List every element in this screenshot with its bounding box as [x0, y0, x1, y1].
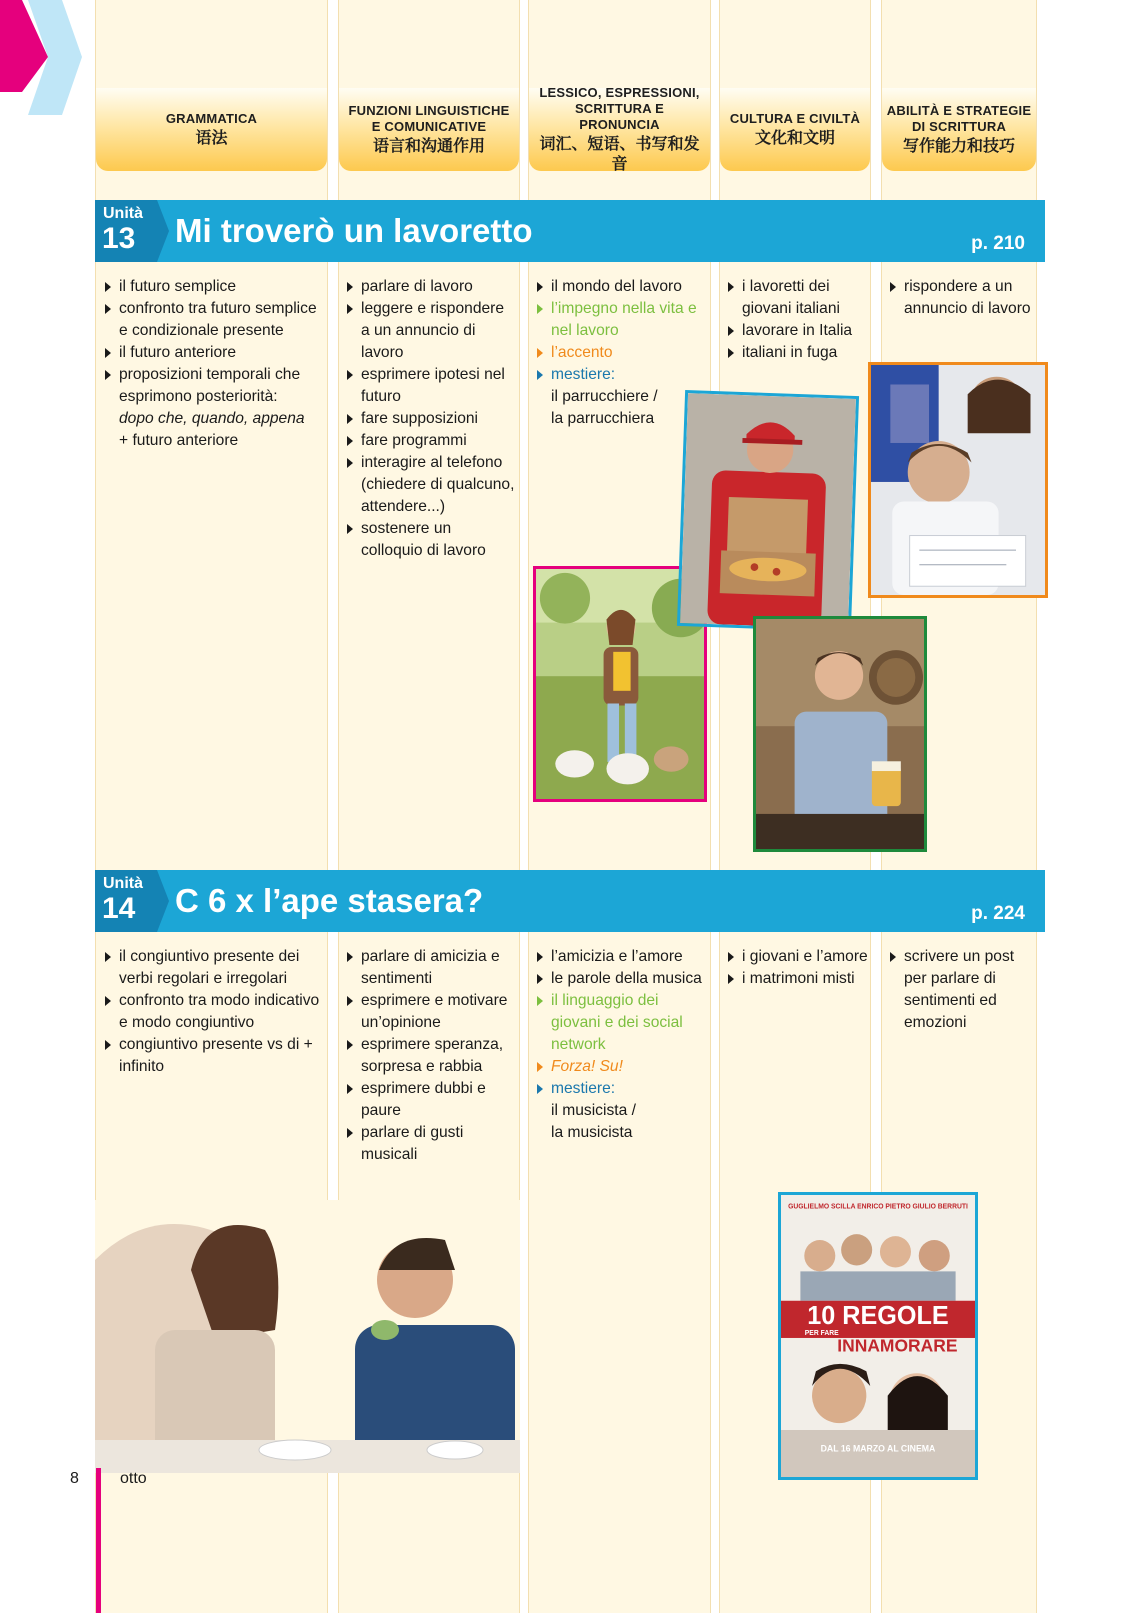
list-item: il futuro semplice: [105, 276, 325, 298]
list-item: confronto tra modo indicativo e modo congiuntivo: [105, 990, 325, 1034]
poster-title-2: INNAMORARE: [837, 1335, 958, 1356]
corner-arrow-decoration: [0, 0, 90, 115]
footer-accent-bar: [96, 1468, 101, 1613]
poster-subtitle: PER FARE: [804, 1329, 839, 1338]
list-item: parlare di amicizia e sentimenti: [347, 946, 523, 990]
photo-couple-eating: [95, 1200, 520, 1473]
column-header-title: GRAMMATICA: [165, 111, 258, 126]
list-item: l’amicizia e l’amore: [537, 946, 709, 968]
unit-14-cultura-list: [728, 946, 868, 990]
list-item: i matrimoni misti: [728, 968, 868, 990]
list-item: leggere e rispondere a un annuncio di lavoro: [347, 298, 517, 364]
column-header-title: CULTURA E CIVILTÀ: [729, 111, 861, 126]
list-item: la parrucchiera: [551, 410, 655, 427]
column-header-chinese: 写作能力和技巧: [902, 136, 1015, 155]
photo-bartender: [753, 616, 927, 852]
page-number: 8: [70, 1470, 79, 1487]
list-item: scrivere un post per parlare di sentimenti ed emozioni: [890, 946, 1035, 1034]
list-item: mestiere:: [537, 364, 709, 386]
unit-number: 13: [102, 222, 136, 255]
photo-students-writing: [868, 362, 1048, 598]
column-header-title: ABILITÀ E STRATEGIE DI SCRITTURA: [886, 103, 1032, 134]
unit-14-funzioni-list: [347, 946, 523, 1166]
movie-poster: [778, 1192, 978, 1480]
column-header-funzioni: [339, 88, 519, 171]
list-item: confronto tra futuro semplice e condizionale presente: [105, 298, 325, 342]
list-item: + futuro anteriore: [119, 432, 239, 449]
unit-number-tab: [95, 870, 173, 932]
unit-14-abilita-list: [890, 946, 1035, 1034]
unit-13-cultura-list: [728, 276, 868, 364]
column-header-title: LESSICO, ESPRESSIONI, SCRITTURA E PRONUNCIA: [539, 85, 700, 132]
poster-cast: GUGLIELMO SCILLA ENRICO PIETRO GIULIO BERRUTI: [788, 1203, 968, 1211]
list-item: esprimere dubbi e paure: [347, 1078, 523, 1122]
list-item: proposizioni temporali che esprimono posteriorità:: [105, 364, 325, 408]
column-header-cultura: [720, 88, 870, 171]
list-item: dopo che, quando, appena: [119, 410, 305, 427]
column-header-grammatica: [96, 88, 327, 171]
list-item: l’impegno nella vita e nel lavoro: [537, 298, 709, 342]
list-item: rispondere a un annuncio di lavoro: [890, 276, 1035, 320]
unit-number-tab: [95, 200, 173, 262]
list-item: le parole della musica: [537, 968, 709, 990]
list-item: il musicista /: [551, 1102, 636, 1119]
list-item: fare programmi: [347, 430, 517, 452]
column-header-title: FUNZIONI LINGUISTICHE E COMUNICATIVE: [348, 103, 510, 134]
list-item: esprimere e motivare un’opinione: [347, 990, 523, 1034]
list-item: parlare di gusti musicali: [347, 1122, 523, 1166]
list-item: sostenere un colloquio di lavoro: [347, 518, 517, 562]
list-item: il congiuntivo presente dei verbi regolari e irregolari: [105, 946, 325, 990]
list-item: parlare di lavoro: [347, 276, 517, 298]
list-item: il linguaggio dei giovani e dei social network: [537, 990, 709, 1056]
list-item: Forza! Su!: [537, 1056, 709, 1078]
list-item: interagire al telefono (chiedere di qualcuno, attendere...): [347, 452, 517, 518]
unit-14-header[interactable]: [95, 870, 1045, 932]
unit-label: Unità: [103, 205, 143, 222]
unit-14-lessico-list: [537, 946, 709, 1144]
unit-13-header[interactable]: [95, 200, 1045, 262]
list-item: la musicista: [551, 1124, 633, 1141]
unit-13-grammatica-list: [105, 276, 325, 452]
column-header-chinese: 语言和沟通作用: [372, 136, 485, 155]
unit-title: C 6 x l’ape stasera?: [175, 882, 484, 919]
list-item: il futuro anteriore: [105, 342, 325, 364]
poster-release: DAL 16 MARZO AL CINEMA: [820, 1443, 936, 1454]
column-header-chinese: 语法: [195, 128, 228, 147]
unit-13-lessico-list: [537, 276, 709, 430]
list-item: esprimere speranza, sorpresa e rabbia: [347, 1034, 523, 1078]
unit-number: 14: [102, 892, 136, 925]
unit-13-funzioni-list: [347, 276, 517, 562]
unit-page-link[interactable]: p. 224: [971, 903, 1025, 924]
photo-pizza-delivery: [677, 390, 859, 632]
column-header-chinese: 词汇、短语、书写和发音: [539, 134, 700, 173]
list-item: italiani in fuga: [728, 342, 868, 364]
unit-label: Unità: [103, 875, 143, 892]
list-item: fare supposizioni: [347, 408, 517, 430]
column-header-lessico: [529, 85, 710, 173]
poster-title: 10 REGOLE: [807, 1302, 949, 1331]
list-item: mestiere:: [537, 1078, 709, 1100]
list-item: i lavoretti dei giovani italiani: [728, 276, 868, 320]
list-item: esprimere ipotesi nel futuro: [347, 364, 517, 408]
list-item: il mondo del lavoro: [537, 276, 709, 298]
page-number-word: otto: [120, 1470, 147, 1487]
column-header-chinese: 文化和文明: [754, 128, 835, 147]
list-item: lavorare in Italia: [728, 320, 868, 342]
unit-title: Mi troverò un lavoretto: [175, 212, 533, 249]
list-item: congiuntivo presente vs di + infinito: [105, 1034, 325, 1078]
unit-13-abilita-list: [890, 276, 1035, 320]
column-header-abilita: [882, 88, 1036, 171]
unit-page-link[interactable]: p. 210: [971, 233, 1025, 254]
unit-14-grammatica-list: [105, 946, 325, 1078]
list-item: l’accento: [537, 342, 709, 364]
list-item: i giovani e l’amore: [728, 946, 868, 968]
list-item: il parrucchiere /: [551, 388, 658, 405]
